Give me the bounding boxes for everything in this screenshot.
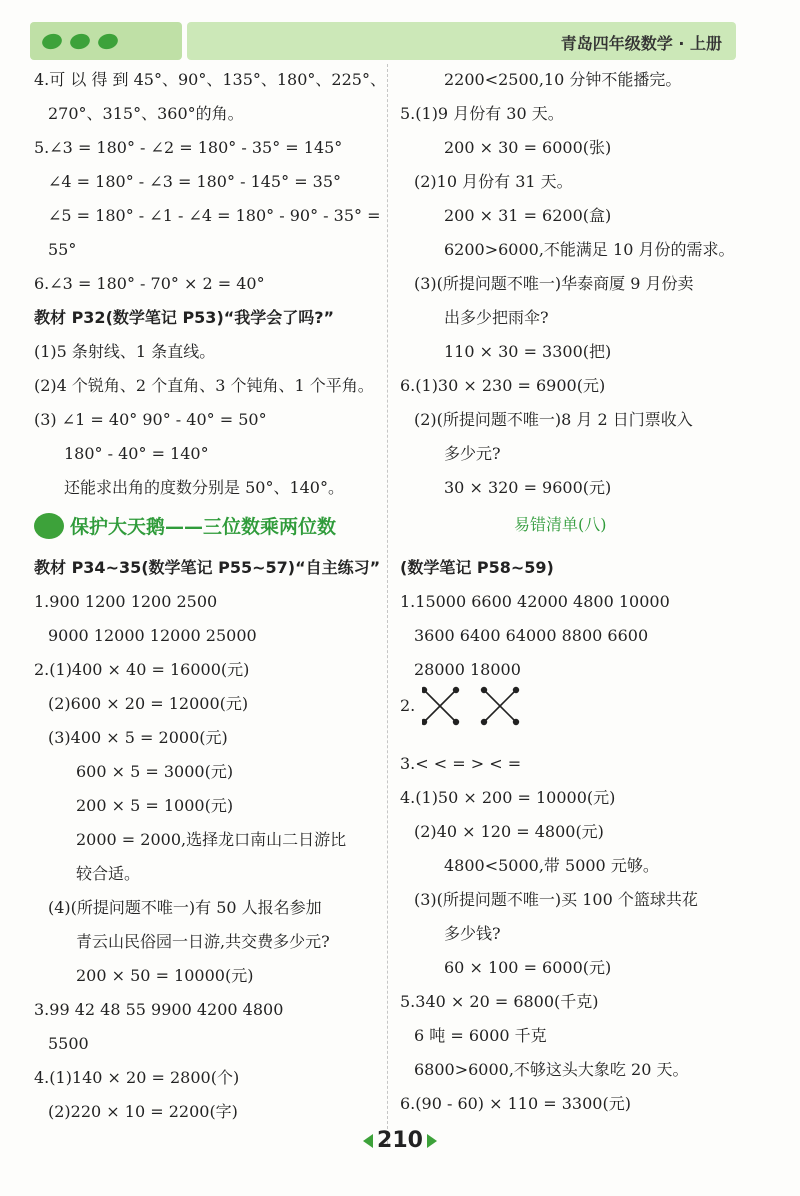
page-header [30,22,736,60]
answer-line: 青云山民俗园一日游,共交费多少元? [76,932,330,951]
answer-line: 3600 6400 64000 8800 6600 [414,626,649,645]
answer-line: 2. [400,696,416,715]
header-title-panel [187,22,736,60]
answer-line: 200 × 30 = 6000(张) [444,138,612,157]
matching-lines-diagram [422,686,542,728]
answer-line: 6.(90 - 60) × 110 = 3300(元) [400,1094,631,1113]
arrow-right-icon [427,1134,437,1148]
answer-line: 30 × 320 = 9600(元) [444,478,612,497]
answer-line: 180° - 40° = 140° [64,444,209,463]
answer-line: 还能求出角的度数分别是 50°、140°。 [64,478,344,497]
page-number-text: 210 [377,1128,423,1153]
answer-line: 6800>6000,不够这头大象吃 20 天。 [414,1060,689,1079]
answer-line: 5.∠3 = 180° - ∠2 = 180° - 35° = 145° [34,138,343,157]
header-dots-panel [30,22,182,60]
answer-line: (2)(所提问题不唯一)8 月 2 日门票收入 [414,410,693,429]
answer-line: ∠5 = 180° - ∠1 - ∠4 = 180° - 90° - 35° = [48,206,381,225]
notes-reference: (数学笔记 P58~59) [400,558,554,577]
answer-line: 6.∠3 = 180° - 70° × 2 = 40° [34,274,265,293]
answer-line: (3)(所提问题不唯一)买 100 个篮球共花 [414,890,698,909]
book-title: 青岛四年级数学 · 上册 [560,34,722,53]
answer-line: (1)5 条射线、1 条直线。 [34,342,216,361]
arrow-left-icon [363,1134,373,1148]
answer-line: 4.(1)140 × 20 = 2800(个) [34,1068,240,1087]
answer-line: 110 × 30 = 3300(把) [444,342,612,361]
answer-line: 2200<2500,10 分钟不能播完。 [444,70,682,89]
answer-line: 3.< < = > < = [400,754,522,773]
textbook-reference: 教材 P32(数学笔记 P53)“我学会了吗?” [34,308,335,327]
answer-line: 28000 18000 [414,660,521,679]
answer-line: (2)220 × 10 = 2200(字) [48,1102,238,1121]
answer-line: 多少元? [444,444,501,463]
column-divider [387,64,388,1144]
answer-line: 270°、315°、360°的角。 [48,104,244,123]
section-heading: 保护大天鹅——三位数乘两位数 [34,512,336,539]
answer-line: 多少钱? [444,924,501,943]
answer-line: 55° [48,240,77,259]
answer-line: 6200>6000,不能满足 10 月份的需求。 [444,240,735,259]
answer-line: 9000 12000 12000 25000 [48,626,257,645]
textbook-reference: 教材 P34~35(数学笔记 P55~57)“自主练习” [34,558,381,577]
answer-line: 5.340 × 20 = 6800(千克) [400,992,599,1011]
answer-line: 2000 = 2000,选择龙口南山二日游比 [76,830,347,849]
answer-line: 200 × 31 = 6200(盒) [444,206,612,225]
answer-line: 1.15000 6600 42000 4800 10000 [400,592,670,611]
answer-line: 2.(1)400 × 40 = 16000(元) [34,660,250,679]
answer-line: 200 × 5 = 1000(元) [76,796,234,815]
answer-line: 出多少把雨伞? [444,308,549,327]
answer-line: (4)(所提问题不唯一)有 50 人报名参加 [48,898,322,917]
page-number [0,1128,800,1153]
answer-line: 4.可 以 得 到 45°、90°、135°、180°、225°、 [34,70,386,89]
answer-line: 5.(1)9 月份有 30 天。 [400,104,564,123]
answer-line: 600 × 5 = 3000(元) [76,762,234,781]
answer-line: 4800<5000,带 5000 元够。 [444,856,659,875]
answer-line: ∠4 = 180° - ∠3 = 180° - 145° = 35° [48,172,342,191]
answer-line: 60 × 100 = 6000(元) [444,958,612,977]
answer-line: (2)40 × 120 = 4800(元) [414,822,604,841]
answer-line: (2)4 个锐角、2 个直角、3 个钝角、1 个平角。 [34,376,374,395]
leaf-dot-icon [96,32,119,51]
answer-line: 4.(1)50 × 200 = 10000(元) [400,788,616,807]
answer-line: 3.99 42 48 55 9900 4200 4800 [34,1000,284,1019]
answer-line: 6.(1)30 × 230 = 6900(元) [400,376,606,395]
answer-line: (3)400 × 5 = 2000(元) [48,728,228,747]
leaf-dot-icon [40,32,63,51]
answer-line: 200 × 50 = 10000(元) [76,966,254,985]
answer-line: 1.900 1200 1200 2500 [34,592,218,611]
answer-line: (3)(所提问题不唯一)华泰商厦 9 月份卖 [414,274,694,293]
answer-line: 5500 [48,1034,89,1053]
answer-line: 6 吨 = 6000 千克 [414,1026,547,1045]
section-number-icon [34,513,64,539]
leaf-dot-icon [68,32,91,51]
answer-line: (2)600 × 20 = 12000(元) [48,694,249,713]
error-list-title: 易错清单(八) [514,515,607,534]
answer-line: (3) ∠1 = 40° 90° - 40° = 50° [34,410,267,429]
answer-line: (2)10 月份有 31 天。 [414,172,573,191]
answer-line: 较合适。 [76,864,141,883]
